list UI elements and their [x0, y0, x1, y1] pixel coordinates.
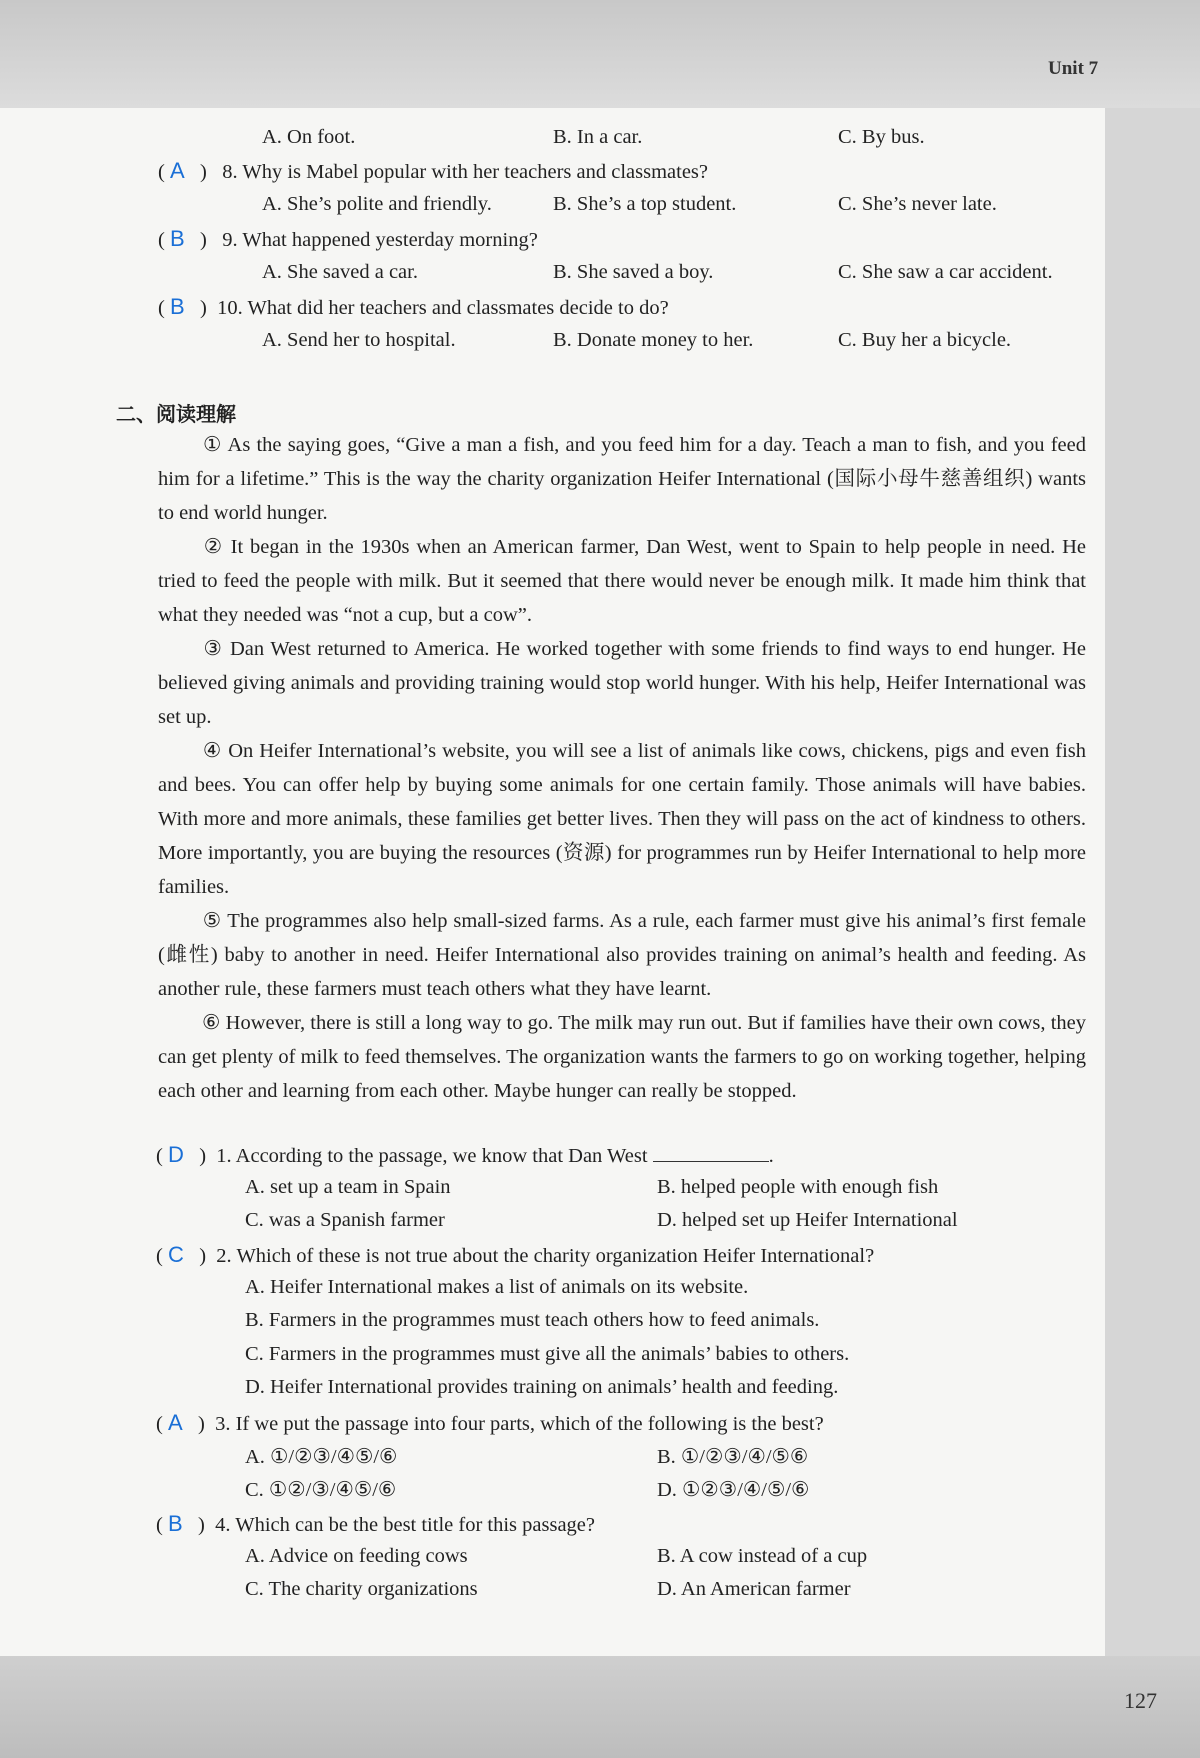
reading-q2-option-d: D. Heifer International provides training on animals’ health and feeding.	[245, 1376, 839, 1398]
reading-q4-option-a: A. Advice on feeding cows	[245, 1545, 468, 1567]
reading-q1-option-d: D. helped set up Heifer International	[657, 1209, 958, 1231]
question-text: Why is Mabel popular with her teachers and classmates?	[242, 161, 709, 183]
reading-question-2: ( C ) 2. Which of these is not true about the charity organization Heifer International?	[156, 1242, 875, 1267]
question-number: 4.	[215, 1514, 231, 1536]
listening-question-10: ( B ) 10. What did her teachers and classmates decide to do?	[158, 294, 669, 319]
question-number: 10.	[217, 297, 243, 319]
answer-mark: B	[169, 294, 185, 319]
unit-label: Unit 7	[1048, 58, 1099, 79]
question-number: 8.	[222, 161, 238, 183]
reading-q3-option-a: A. ①/②③/④⑤/⑥	[245, 1446, 398, 1468]
answer-mark: B	[167, 1511, 183, 1536]
listening-q9-option-b: B. She saved a boy.	[553, 261, 714, 283]
passage-paragraph-1	[158, 428, 1086, 530]
question-number: 3.	[215, 1413, 231, 1435]
listening-q9-option-c: C. She saw a car accident.	[838, 261, 1053, 283]
passage-paragraph-5	[158, 904, 1086, 1006]
page-sheet	[0, 108, 1105, 1656]
reading-q1-option-c: C. was a Spanish farmer	[245, 1209, 445, 1231]
reading-q3-option-c: C. ①②/③/④⑤/⑥	[245, 1479, 397, 1501]
passage-paragraph-4	[158, 734, 1086, 904]
listening-question-9: ( B ) 9. What happened yesterday morning?	[158, 226, 538, 251]
answer-blank	[653, 1143, 769, 1162]
passage-paragraph-2	[158, 530, 1086, 632]
reading-q4-option-d: D. An American farmer	[657, 1578, 851, 1600]
listening-q7-option-a: A. On foot.	[262, 126, 356, 148]
answer-mark: B	[169, 226, 185, 251]
answer-mark: A	[169, 158, 185, 183]
listening-q7-option-c: C. By bus.	[838, 126, 925, 148]
listening-q7-option-b: B. In a car.	[553, 126, 643, 148]
reading-question-1: ( D ) 1. According to the passage, we know that Dan West .	[156, 1142, 774, 1167]
reading-q1-option-a: A. set up a team in Spain	[245, 1176, 451, 1198]
section-heading-reading: 二、阅读理解	[116, 402, 236, 426]
reading-q3-option-d: D. ①②③/④/⑤/⑥	[657, 1479, 810, 1501]
listening-q10-option-c: C. Buy her a bicycle.	[838, 329, 1012, 351]
reading-q2-option-c: C. Farmers in the programmes must give all the animals’ babies to others.	[245, 1343, 850, 1365]
listening-q10-option-b: B. Donate money to her.	[553, 329, 754, 351]
top-margin	[0, 0, 1200, 108]
answer-mark: D	[167, 1142, 184, 1167]
question-text: Which can be the best title for this passage?	[235, 1514, 595, 1536]
reading-q1-option-b: B. helped people with enough fish	[657, 1176, 939, 1198]
question-number: 1.	[216, 1145, 232, 1167]
reading-q2-option-a: A. Heifer International makes a list of animals on its website.	[245, 1276, 749, 1298]
answer-mark: A	[167, 1410, 183, 1435]
page-number: 127	[1124, 1688, 1157, 1713]
listening-q10-option-a: A. Send her to hospital.	[262, 329, 456, 351]
question-number: 2.	[216, 1245, 232, 1267]
reading-q4-option-b: B. A cow instead of a cup	[657, 1545, 868, 1567]
paragraph-text: ④ On Heifer International’s website, you will see a list of animals like cows, chickens, pigs and even fish and bees. You can offer help by buying some animals for one certain family. Those animals will have babies. With more and more animals, these families get better lives. Then they will pass on the act of kindness to others. More importantly, you are buying the resources (资源) for programmes run by Heifer International to help more families.	[158, 740, 1086, 898]
question-text: What did her teachers and classmates decide to do?	[247, 297, 669, 319]
paragraph-text: ③ Dan West returned to America. He worked together with some friends to find ways to end hunger. He believed giving animals and providing training would stop world hunger. With his help, Heifer International was set up.	[158, 638, 1086, 728]
question-tail: .	[768, 1145, 774, 1167]
bottom-margin	[0, 1656, 1200, 1758]
question-number: 9.	[222, 229, 238, 251]
listening-q8-option-b: B. She’s a top student.	[553, 193, 737, 215]
question-text: If we put the passage into four parts, which of the following is the best?	[235, 1413, 824, 1435]
passage-paragraph-3	[158, 632, 1086, 734]
paragraph-text: ⑤ The programmes also help small-sized farms. As a rule, each farmer must give his animal’s first female (雌性) baby to another in need. Heifer International also provides training on animal’s health and feeding. As another rule, these farmers must teach others what they have learnt.	[158, 910, 1086, 1000]
paragraph-text: ① As the saying goes, “Give a man a fish, and you feed him for a day. Teach a man to fish, and you feed him for a lifetime.” This is the way the charity organization Heifer International (国际小母牛慈善组织) wants to end world hunger.	[158, 434, 1086, 524]
reading-question-3: ( A ) 3. If we put the passage into four parts, which of the following is the best?	[156, 1410, 824, 1435]
listening-q9-option-a: A. She saved a car.	[262, 261, 418, 283]
listening-q8-option-c: C. She’s never late.	[838, 193, 997, 215]
question-text: What happened yesterday morning?	[242, 229, 538, 251]
reading-question-4: ( B ) 4. Which can be the best title for this passage?	[156, 1511, 595, 1536]
question-text: Which of these is not true about the charity organization Heifer International?	[236, 1245, 875, 1267]
paragraph-text: ⑥ However, there is still a long way to go. The milk may run out. But if families have their own cows, they can get plenty of milk to feed themselves. The organization wants the farmers to go on working together, helping each other and learning from each other. Maybe hunger can really be stopped.	[158, 1012, 1086, 1102]
listening-q8-option-a: A. She’s polite and friendly.	[262, 193, 492, 215]
reading-q2-option-b: B. Farmers in the programmes must teach others how to feed animals.	[245, 1309, 820, 1331]
reading-q3-option-b: B. ①/②③/④/⑤⑥	[657, 1446, 809, 1468]
answer-mark: C	[167, 1242, 184, 1267]
question-text: According to the passage, we know that Dan West	[235, 1145, 648, 1167]
listening-question-8: ( A ) 8. Why is Mabel popular with her teachers and classmates?	[158, 158, 709, 183]
passage-paragraph-6	[158, 1006, 1086, 1108]
paragraph-text: ② It began in the 1930s when an American farmer, Dan West, went to Spain to help people in need. He tried to feed the people with milk. But it seemed that there would never be enough milk. It made him think that what they needed was “not a cup, but a cow”.	[158, 536, 1086, 626]
reading-q4-option-c: C. The charity organizations	[245, 1578, 478, 1600]
